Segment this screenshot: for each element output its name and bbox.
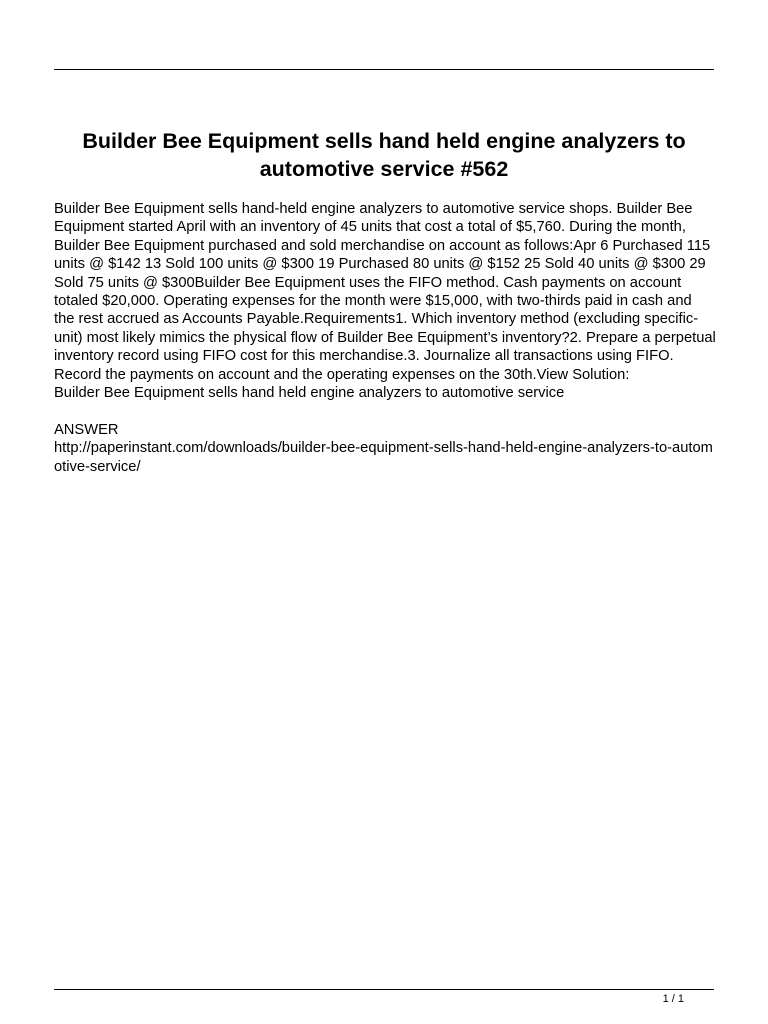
document-title: Builder Bee Equipment sells hand held engine analyzers to automotive service #562	[82, 129, 686, 181]
page-number: 1 / 1	[662, 993, 684, 1005]
footer-divider	[54, 989, 714, 990]
answer-link[interactable]: http://paperinstant.com/downloads/builder-bee-equipment-sells-hand-held-engine-analyzers-to-automotive-service/	[54, 440, 713, 475]
document-body	[54, 200, 716, 476]
header-divider	[54, 69, 714, 70]
paragraph-spacer	[54, 402, 716, 420]
answer-label: ANSWER	[54, 421, 119, 438]
problem-text: Builder Bee Equipment sells hand-held engine analyzers to automotive service shops. Builder Bee Equipment started April with an inventory of 45 units that cost a total of $5,760. During the month, Builder Bee Equipment purchased and sold merchandise on account as follows:Apr 6 Purchased 115 units @ $142 13 Sold 100 units @ $300 19 Purchased 80 units @ $152 25 Sold 40 units @ $300 29 Sold 75 units @ $300Builder Bee Equipment uses the FIFO method. Cash payments on account totaled $20,000. Operating expenses for the month were $15,000, with two-thirds paid in cash and the rest accrued as Accounts Payable.Requirements1. Which inventory method (excluding specific-unit) most likely mimics the physical flow of Builder Bee Equipment’s inventory?2. Prepare a perpetual inventory record using FIFO cost for this merchandise.3. Journalize all transactions using FIFO. Record the payments on account and the operating expenses on the 30th.View Solution:	[54, 201, 716, 383]
repeat-title: Builder Bee Equipment sells hand held engine analyzers to automotive service	[54, 385, 565, 402]
